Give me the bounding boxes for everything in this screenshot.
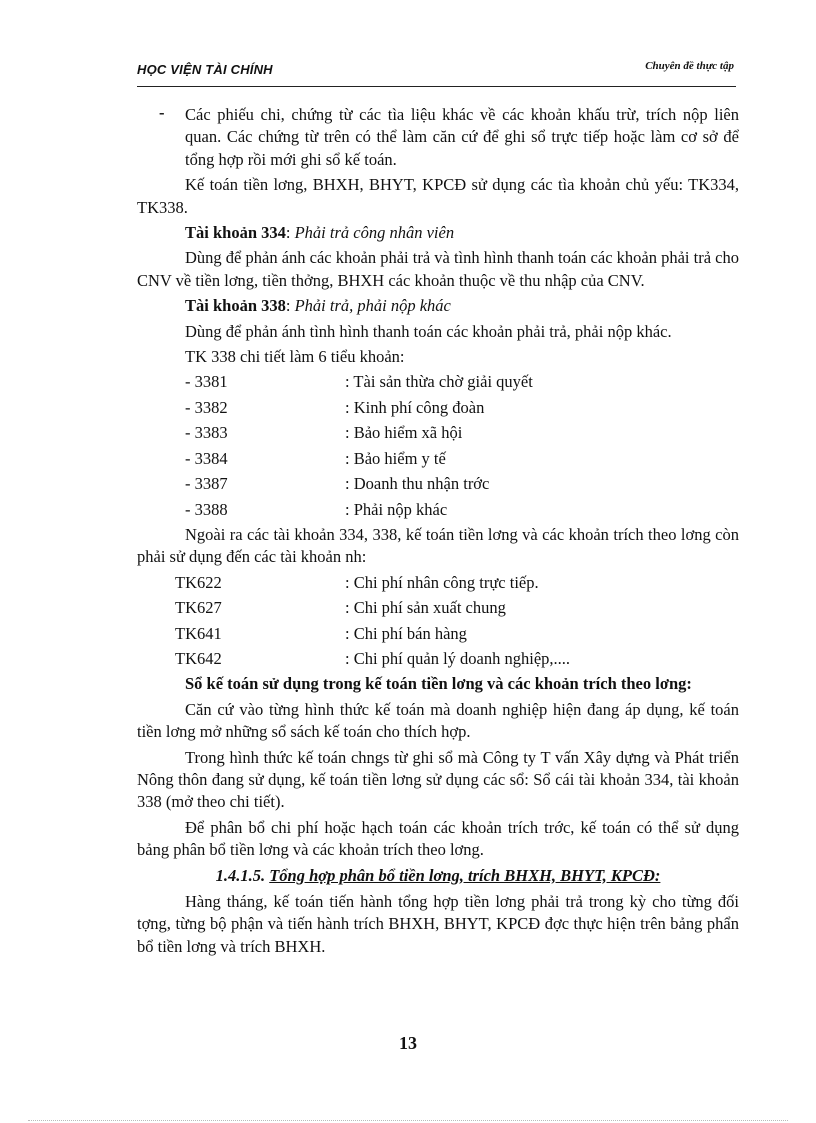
paragraph: Trong hình thức kế toán chngs từ ghi sổ mà Công ty T vấn Xây dựng và Phát triển Nông thôn đang sử dụng, kế toán tiền lơng sử dụng các sổ: Sổ cái tài khoản 334, tài khoản 338 (mở theo chi tiết).: [137, 747, 739, 812]
list-item: TK627 : Chi phí sản xuất chung: [175, 598, 506, 618]
list-item: - 3387 : Doanh thu nhận trớc: [185, 474, 490, 494]
section-heading: [137, 865, 739, 887]
other-account-list: [137, 572, 739, 671]
paragraph: Để phân bổ chi phí hoặc hạch toán các khoản trích trớc, kế toán có thể sử dụng bảng phân bổ tiền lơng và các khoản trích theo lơng.: [137, 817, 739, 860]
section-number: 1.4.1.5.: [215, 865, 266, 885]
list-item: - 3381 : Tài sản thừa chờ giải quyết: [185, 372, 533, 392]
paragraph: Hàng tháng, kế toán tiến hành tổng hợp tiền lơng phải trả trong kỳ cho từng đối tợng, từng bộ phận và tiến hành trích BHXH, BHYT, KPCĐ đợc thực hiện trên bảng phẩn bổ tiền lơng và trích BHXH.: [137, 892, 739, 956]
bullet-text: Các phiếu chi, chứng từ các tìa liệu khác về các khoản khấu trừ, trích nộp liên quan. Các chứng từ trên có thể làm căn cứ để ghi sổ trực tiếp hoặc làm cơ sở để tổng hợp rồi mới ghi sổ kế toán.: [185, 105, 739, 169]
list-item: TK642 : Chi phí quản lý doanh nghiệp,....: [175, 648, 571, 668]
footer-divider: [28, 1120, 788, 1121]
list-item: TK641 : Chi phí bán hàng: [175, 623, 467, 643]
list-item: - 3383 : Bảo hiểm xã hội: [185, 423, 463, 443]
paragraph: Dùng để phản ánh các khoản phải trả và tình hình thanh toán các khoản phải trả cho CNV về tiền lơng, tiền thởng, BHXH các khoản thuộc về thu nhập của CNV.: [137, 248, 739, 290]
account-338-title: Tài khoản 338: Phải trả, phải nộp khác: [185, 296, 451, 316]
paragraph: Căn cứ vào từng hình thức kế toán mà doanh nghiệp hiện đang áp dụng, kế toán tiền lơng mở những sổ sách kế toán cho thích hợp.: [137, 699, 739, 742]
paragraph: Ngoài ra các tài khoản 334, 338, kế toán tiền lơng và các khoản trích theo lơng còn phải sử dụng đến các tài khoản nh:: [137, 524, 739, 567]
section-title: Tổng hợp phân bổ tiền lơng, trích BHXH, BHYT, KPCĐ:: [269, 865, 661, 885]
account-334-title: Tài khoản 334: Phải trả công nhân viên: [185, 223, 455, 243]
bullet-paragraph: [137, 104, 739, 171]
paragraph: Dùng để phản ánh tình hình thanh toán các khoản phải trả, phải nộp khác.: [185, 321, 672, 341]
list-item: TK622 : Chi phí nhân công trực tiếp.: [175, 572, 539, 592]
page-body: [137, 104, 739, 961]
page-number: 13: [399, 1033, 417, 1053]
institution-name: HỌC VIỆN TÀI CHÍNH: [137, 62, 273, 77]
paragraph: Kế toán tiền lơng, BHXH, BHYT, KPCĐ sử dụng các tìa khoản chủ yếu: TK334, TK338.: [137, 175, 739, 217]
sub-account-list: [137, 371, 739, 520]
list-item: - 3382 : Kinh phí công đoàn: [185, 397, 485, 417]
paragraph: TK 338 chi tiết làm 6 tiểu khoản:: [185, 347, 405, 367]
page-header: [137, 58, 736, 87]
list-item: - 3388 : Phải nộp khác: [185, 499, 448, 519]
document-type: Chuyên đề thực tập: [645, 60, 734, 72]
list-item: - 3384 : Bảo hiểm y tế: [185, 448, 446, 468]
bold-heading: Sổ kế toán sử dụng trong kế toán tiền lơng và các khoản trích theo lơng:: [185, 674, 692, 694]
bullet-dash: -: [159, 103, 165, 122]
